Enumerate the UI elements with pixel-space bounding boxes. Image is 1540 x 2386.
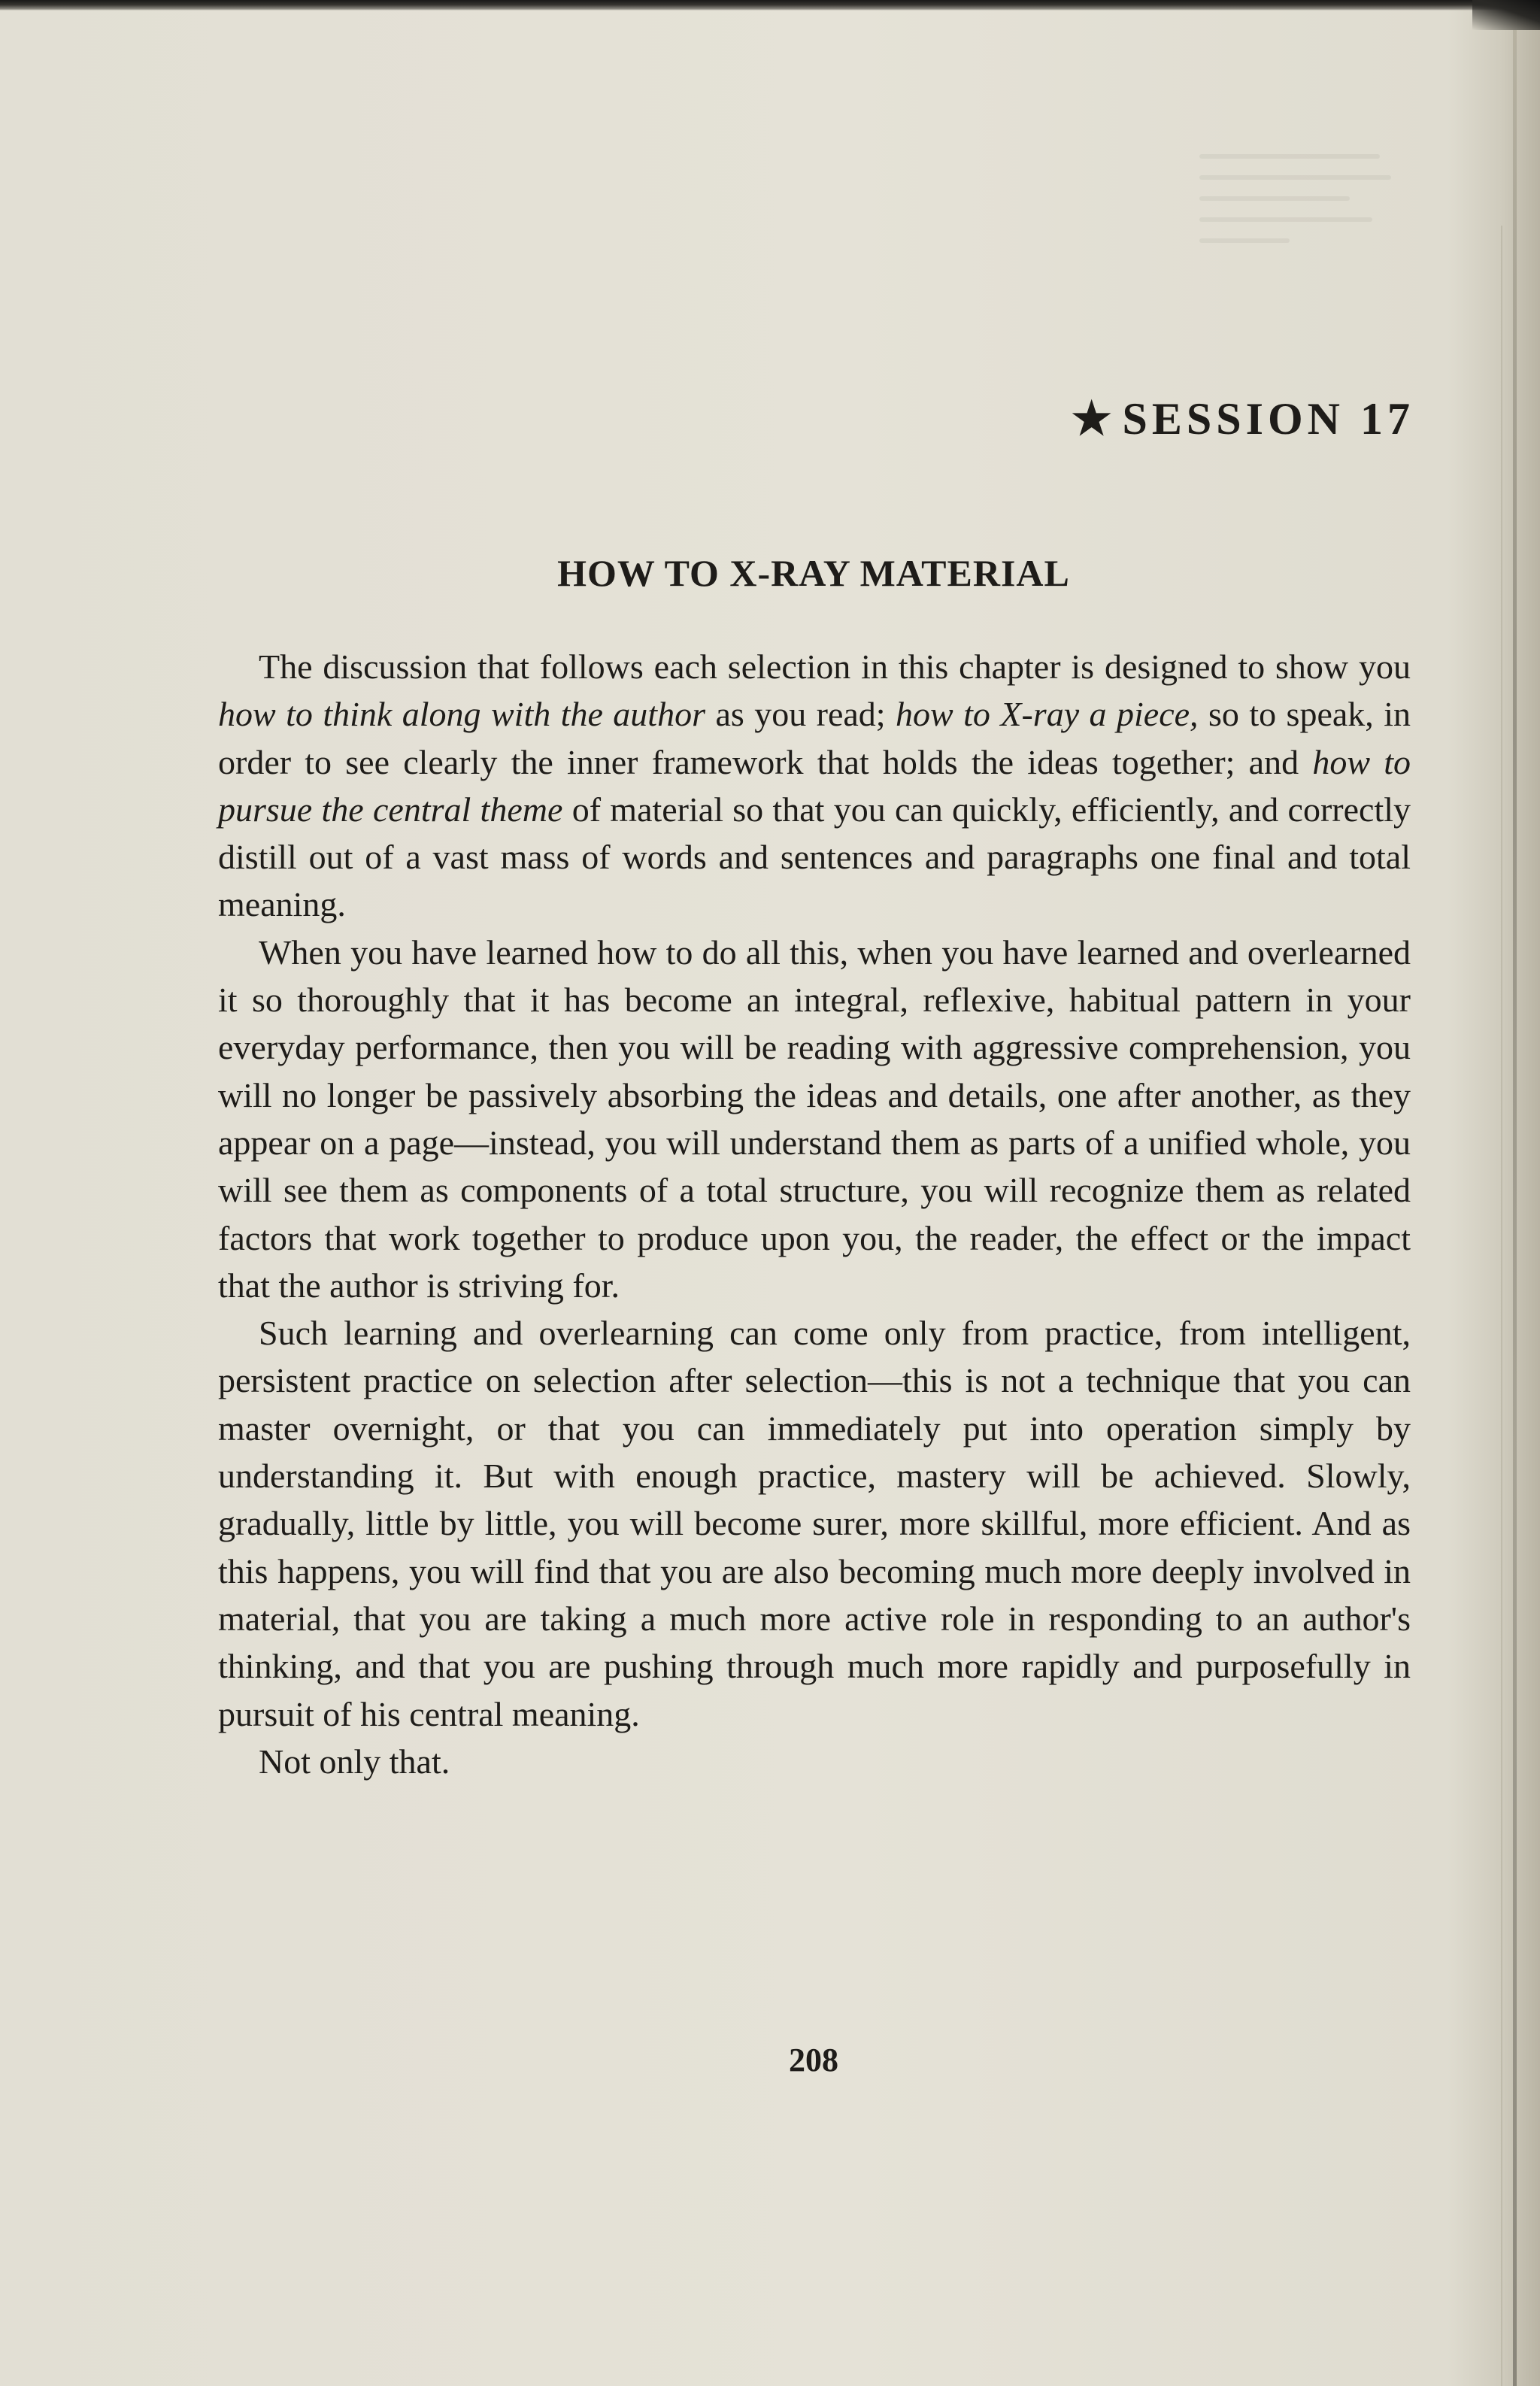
paragraph-1-text-2: as you read; bbox=[705, 695, 896, 734]
paragraph-4: Not only that. bbox=[259, 1742, 450, 1781]
page-corner-shadow bbox=[1472, 0, 1540, 30]
paragraph-2: When you have learned how to do all this, when you have learned and overlearned it so thoroughly that it has become an integral, reflexive, habitual pattern in your everyday performance, then you will be reading with aggressive comprehension, you will no longer be passively absorbing the ideas and details, one after another, as they appear on a page—instead, you will understand them as parts of a unified whole, you will see them as components of a total structure, you will recognize them as related factors that work together to produce upon you, the reader, the effect or the impact that the author is striving for. bbox=[218, 932, 1411, 1305]
paragraph-1 bbox=[218, 643, 1411, 929]
paragraph-1-text-1: The discussion that follows each selection in this chapter is designed to show you bbox=[259, 647, 1411, 686]
paragraph-1-emphasis-2: how to X-ray a piece, bbox=[896, 695, 1199, 734]
chapter-title: HOW TO X-RAY MATERIAL bbox=[557, 552, 1070, 594]
session-label: SESSION 17 bbox=[1122, 394, 1414, 444]
paragraph-1-emphasis-1: how to think along with the author bbox=[218, 695, 705, 734]
paragraph-1-text-3: so to speak, in order to see clearly the inner framework that holds the ideas together; and bbox=[218, 695, 1411, 781]
show-through-text bbox=[1199, 154, 1395, 312]
page-number: 208 bbox=[789, 2042, 838, 2078]
paragraph-1-emphasis-3: how to pursue the central theme bbox=[218, 742, 1411, 829]
star-icon: ★ bbox=[1071, 394, 1112, 444]
paragraph-1-text-4: of material so that you can quickly, efficiently, and correctly distill out of a vast mass of words and sentences and paragraphs one final and total meaning. bbox=[218, 790, 1411, 924]
session-heading bbox=[1072, 393, 1414, 445]
paragraph-3: Such learning and overlearning can come only from practice, from intelligent, persistent practice on selection after selection—this is not a technique that you can master overnight, or that you can immediately put into operation simply by understanding it. But with enough practice, mastery will be achieved. Slowly, gradually, little by little, you will become surer, more skillful, more efficient. And as this happens, you will find that you are also becoming much more deeply involved in material, that you are taking a much more active role in responding to an author's thinking, and that you are pushing through much more rapidly and purposefully in pursuit of his central meaning. bbox=[218, 1314, 1411, 1733]
body-text bbox=[218, 643, 1411, 1785]
page-top-edge-shadow bbox=[0, 0, 1540, 11]
page-gutter-edge bbox=[1513, 30, 1517, 2386]
